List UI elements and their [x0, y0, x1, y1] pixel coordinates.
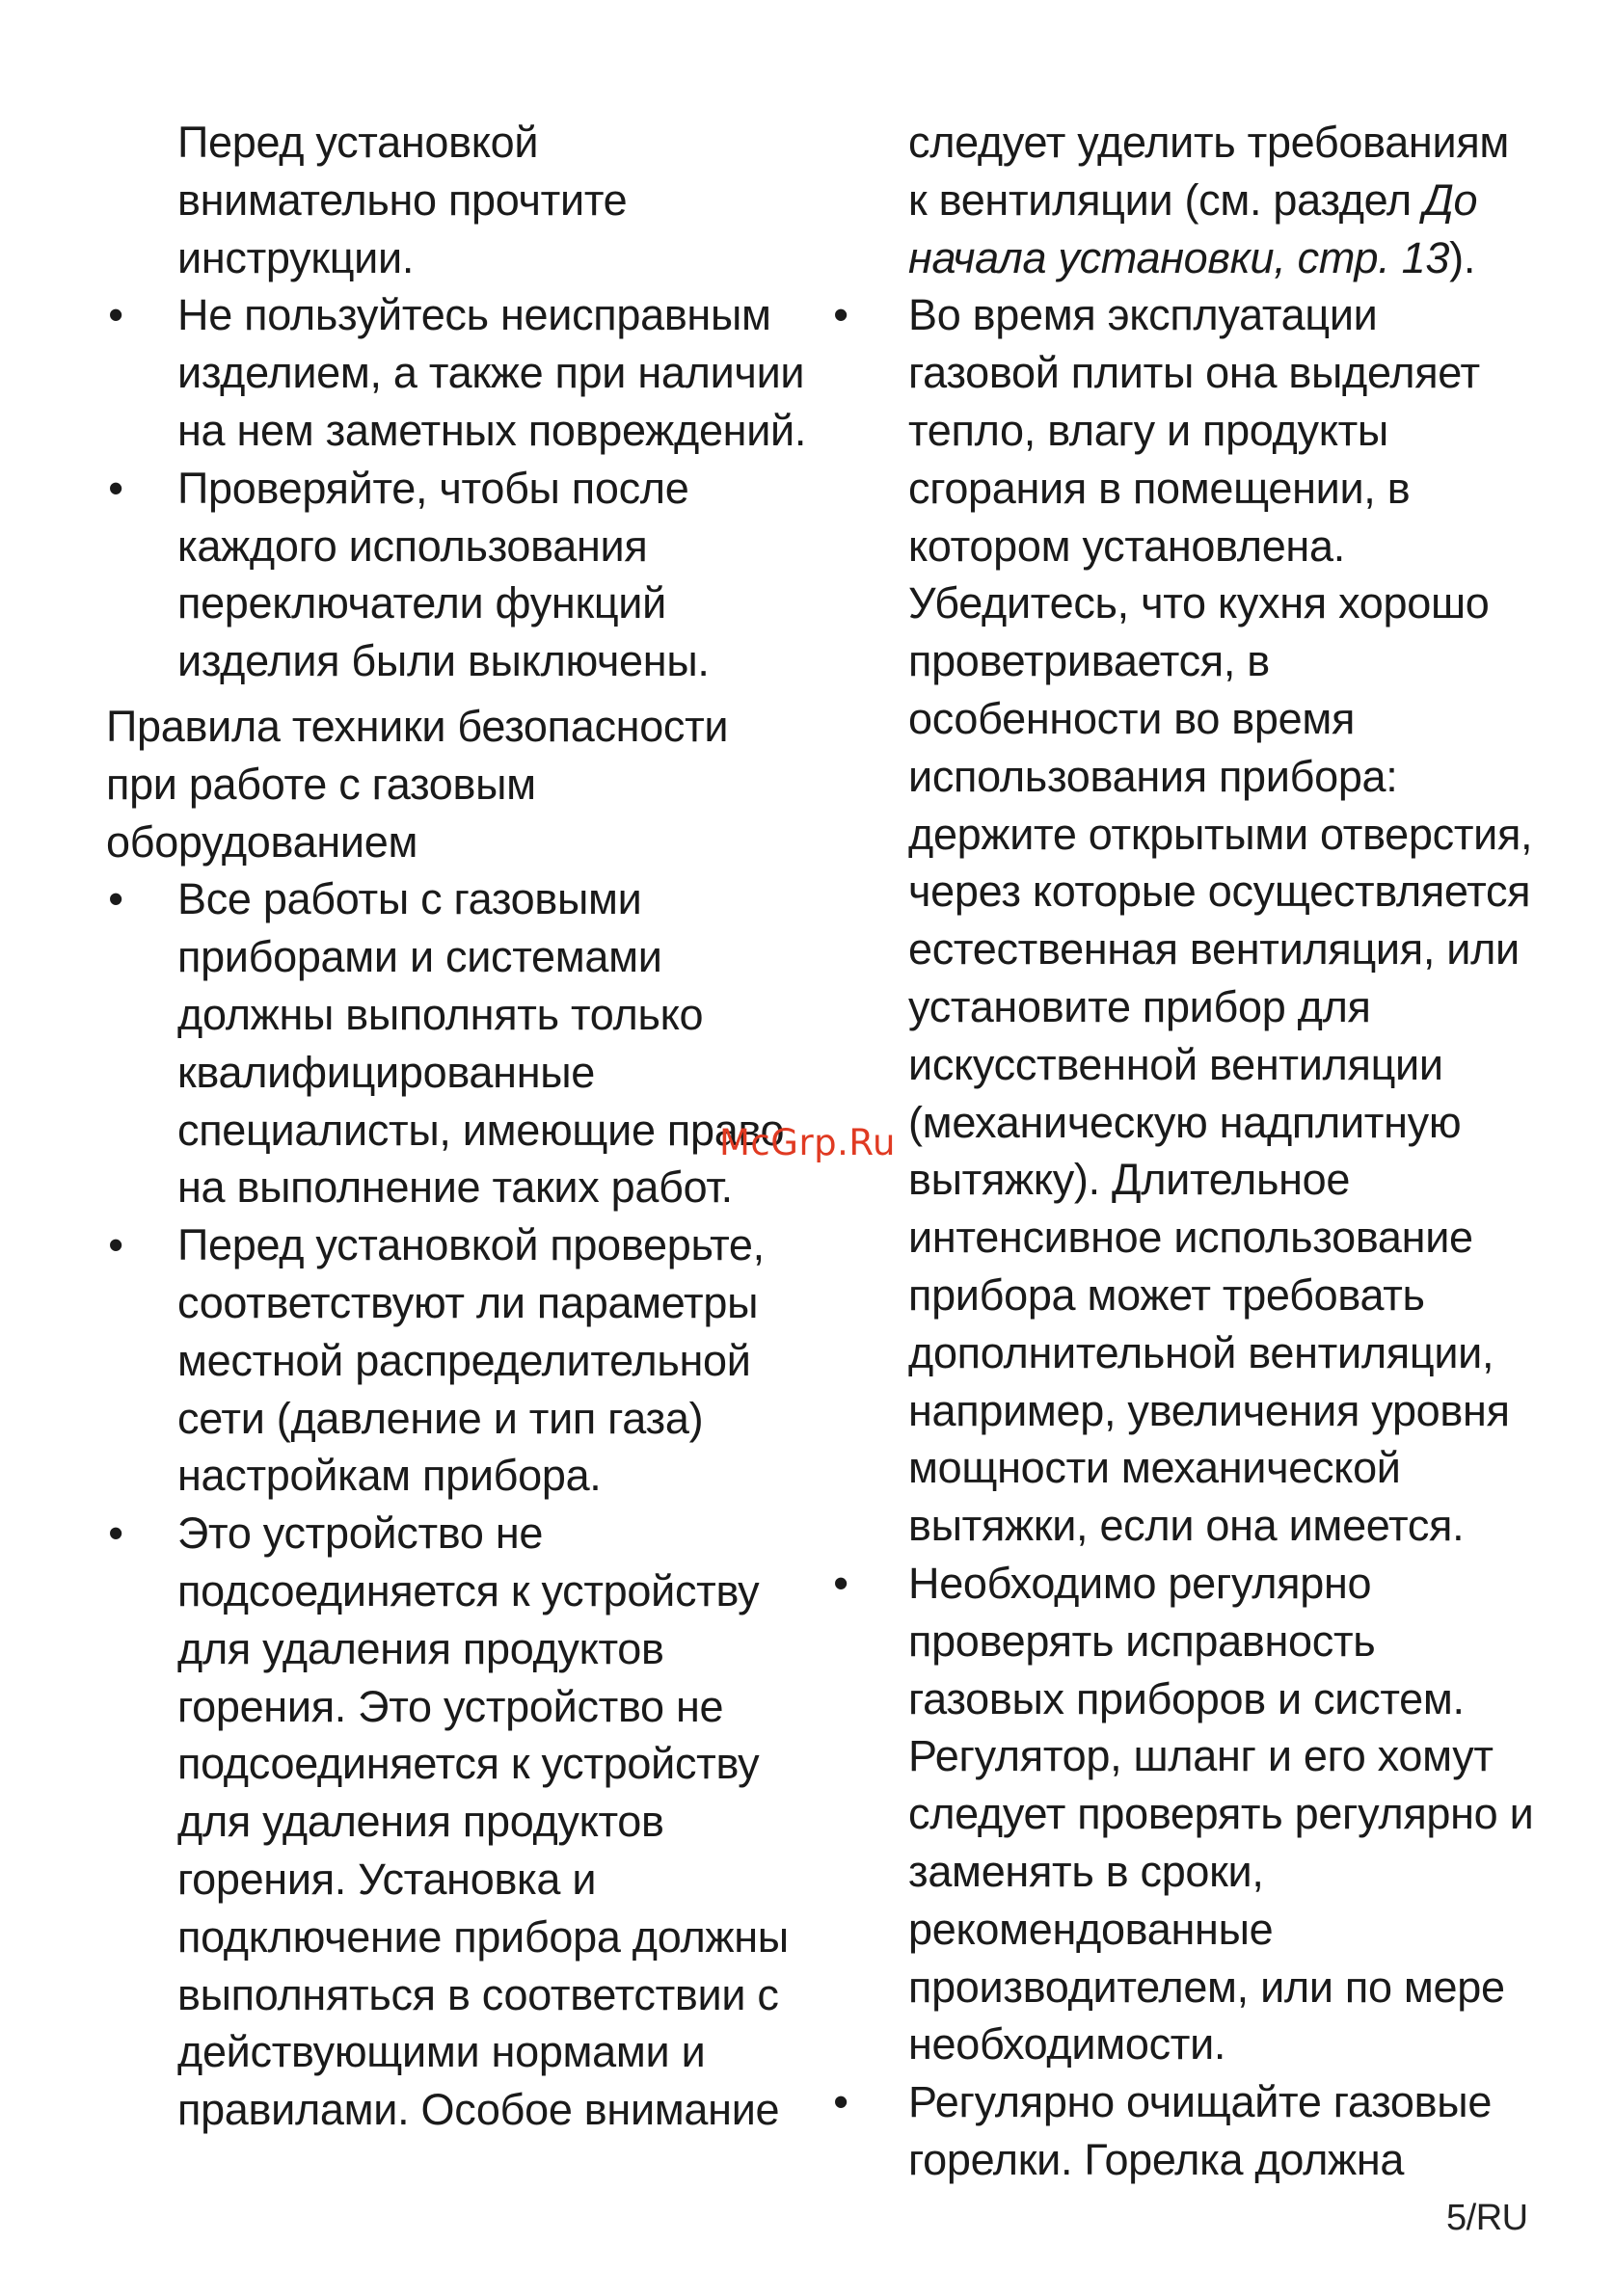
text-line: Перед установкой проверьте,: [177, 1220, 765, 1270]
text-line: инструкции.: [177, 232, 415, 282]
continued-paragraph: [831, 114, 1525, 286]
text-line: должны выполнять только: [177, 989, 704, 1039]
text-line: переключатели функций: [177, 578, 666, 628]
text-line: настройкам прибора.: [177, 1451, 602, 1501]
text-line: следует проверять регулярно и: [908, 1789, 1534, 1839]
text-fragment: к вентиляции (см. раздел: [908, 174, 1424, 225]
text-line: местной распределительной: [177, 1335, 751, 1385]
text-fragment: ).: [1449, 232, 1476, 282]
bullet-item: [106, 1505, 820, 2139]
text-line: дополнительной вентиляции,: [908, 1327, 1494, 1377]
bullet-marker: •: [833, 290, 848, 340]
text-line: особенности во время: [908, 693, 1356, 743]
text-line: специалисты, имеющие право: [177, 1105, 785, 1155]
text-line: вытяжку). Длительное: [908, 1155, 1351, 1205]
text-line: внимательно прочтите: [177, 174, 628, 225]
text-line: Не пользуйтесь неисправным: [177, 290, 771, 340]
bullet-item: [831, 1555, 1534, 2073]
text-line: котором установлена.: [908, 521, 1345, 571]
page-number: 5/RU: [1446, 2198, 1528, 2238]
text-line: соответствуют ли параметры: [177, 1277, 759, 1327]
text-line: подсоединяется к устройству: [177, 1565, 760, 1615]
continued-paragraph: [106, 114, 820, 286]
text-line: искусственной вентиляции: [908, 1039, 1443, 1089]
text-line: Регулярно очищайте газовые: [908, 2077, 1493, 2127]
text-line: Проверяйте, чтобы после: [177, 463, 689, 513]
text-line: интенсивное использование: [908, 1213, 1473, 1263]
bullet-item: [831, 2073, 1525, 2189]
text-line: выполняться в соответствии с: [177, 1969, 779, 2019]
text-line: заменять в сроки,: [908, 1846, 1264, 1896]
heading-line: Правила техники безопасности: [106, 701, 729, 751]
text-line: использования прибора:: [908, 751, 1398, 801]
bullet-item: [106, 870, 820, 1216]
text-line: держите открытыми отверстия,: [908, 809, 1533, 859]
text-line: [908, 172, 1525, 229]
text-line: установите прибор для: [908, 981, 1371, 1031]
heading-line: при работе с газовым: [106, 759, 536, 809]
text-line: на нем заметных повреждений.: [177, 405, 807, 455]
text-line: газовых приборов и систем.: [908, 1673, 1465, 1723]
text-line: Все работы с газовыми: [177, 874, 642, 924]
text-line: через которые осуществляется: [908, 867, 1531, 917]
text-line: следует уделить требованиям: [908, 118, 1510, 167]
text-line: действующими нормами и: [177, 2027, 706, 2077]
text-line: необходимости.: [908, 2019, 1226, 2069]
text-line: изделием, а также при наличии: [177, 348, 805, 398]
bullet-marker: •: [108, 1220, 123, 1270]
bullet-item: [106, 1216, 820, 1505]
text-line: правилами. Особое внимание: [177, 2085, 780, 2135]
text-line: для удаления продуктов: [177, 1623, 664, 1673]
text-line: [908, 229, 1525, 287]
text-line: подсоединяется к устройству: [177, 1739, 760, 1789]
bullet-item: [106, 286, 820, 459]
text-line: Необходимо регулярно: [908, 1558, 1372, 1608]
text-line: Регулятор, шланг и его хомут: [908, 1731, 1494, 1781]
text-line: вытяжки, если она имеется.: [908, 1501, 1465, 1551]
text-line: например, увеличения уровня: [908, 1385, 1510, 1435]
text-line: естественная вентиляция, или: [908, 924, 1520, 974]
cross-reference-link: начала установки, стр. 13: [908, 232, 1450, 282]
text-line: горения. Установка и: [177, 1854, 597, 1904]
text-line: приборами и системами: [177, 932, 662, 982]
text-line: сгорания в помещении, в: [908, 463, 1411, 513]
text-line: тепло, влагу и продукты: [908, 405, 1388, 455]
text-line: горения. Это устройство не: [177, 1681, 724, 1731]
bullet-marker: •: [108, 874, 123, 924]
text-line: квалифицированные: [177, 1047, 596, 1097]
text-line: проветривается, в: [908, 636, 1270, 686]
right-column: [831, 114, 1534, 2189]
text-line: каждого использования: [177, 521, 648, 571]
bullet-item: [831, 286, 1533, 1555]
text-line: Это устройство не: [177, 1508, 544, 1559]
text-line: изделия были выключены.: [177, 636, 710, 686]
text-line: Убедитесь, что кухня хорошо: [908, 578, 1490, 628]
left-column: [106, 114, 820, 2139]
text-line: рекомендованные: [908, 1904, 1274, 1954]
bullet-marker: •: [108, 463, 123, 513]
text-line: мощности механической: [908, 1443, 1401, 1493]
text-line: Во время эксплуатации: [908, 290, 1378, 340]
text-line: горелки. Горелка должна: [908, 2134, 1405, 2184]
text-line: сети (давление и тип газа): [177, 1393, 704, 1443]
text-line: прибора может требовать: [908, 1269, 1425, 1320]
bullet-marker: •: [833, 2077, 848, 2127]
text-line: (механическую надплитную: [908, 1097, 1462, 1147]
heading-line: оборудованием: [106, 816, 418, 867]
text-line: для удаления продуктов: [177, 1797, 664, 1847]
bullet-item: [106, 460, 820, 690]
text-line: на выполнение таких работ.: [177, 1162, 733, 1213]
text-line: Перед установкой: [177, 118, 539, 167]
cross-reference-link: До: [1423, 174, 1478, 225]
bullet-marker: •: [108, 1508, 123, 1559]
bullet-marker: •: [833, 1558, 848, 1608]
text-line: проверять исправность: [908, 1615, 1376, 1666]
text-line: подключение прибора должны: [177, 1911, 789, 1962]
text-line: производителем, или по мере: [908, 1962, 1505, 2012]
watermark-text: McGrp.Ru: [719, 1122, 896, 1163]
text-line: газовой плиты она выделяет: [908, 348, 1480, 398]
bullet-marker: •: [108, 290, 123, 340]
section-heading: [106, 698, 820, 870]
